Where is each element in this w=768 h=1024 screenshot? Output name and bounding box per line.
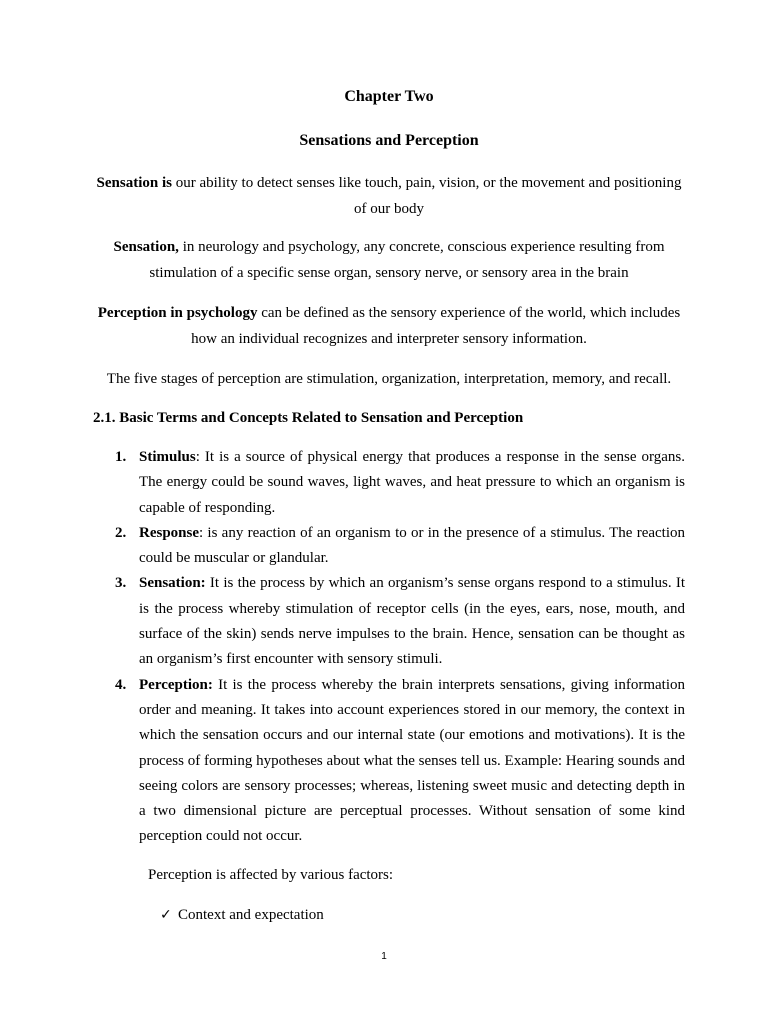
term-number: 2. xyxy=(115,524,127,541)
term-body xyxy=(139,571,685,672)
term-label: Perception: xyxy=(139,676,213,693)
sensation-definition-2-lead: Sensation, xyxy=(113,239,179,255)
term-item-sensation xyxy=(0,571,768,672)
term-item-stimulus xyxy=(0,445,768,521)
term-body xyxy=(139,673,685,850)
page-number: 1 xyxy=(381,951,387,962)
subsection-title: 2.1. Basic Terms and Concepts Related to Sensation and Perception xyxy=(93,410,524,426)
term-label: Response xyxy=(139,524,200,541)
term-body xyxy=(139,521,685,572)
term-description: It is the process whereby the brain interprets sensations, giving information order and meaning. It takes into account experiences stored in our memory, the context in which the sensation occurs and our internal state (our emotions and motivations). It is the process of forming hypotheses about what the senses tell us. Example: Hearing sounds and seeing colors are sensory processes; whereas, listening sweet music and detecting depth in a two dimensional picture are perceptual processes. Without sensation of some kind perception could not occur. xyxy=(139,676,685,845)
perception-stages: The five stages of perception are stimulation, organization, interpretation, memory, and recall. xyxy=(106,371,672,387)
sensation-definition-1-text: our ability to detect senses like touch, pain, vision, or the movement and positioning of our body xyxy=(171,175,682,217)
perception-definition-lead: Perception in psychology xyxy=(97,305,258,321)
sensation-definition-2-text: in neurology and psychology, any concrete, conscious experience resulting from stimulation of a specific sense organ, sensory nerve, or sensory area in the brain xyxy=(149,239,665,281)
sensation-definition-2 xyxy=(92,235,686,286)
sensation-definition-1-lead: Sensation is xyxy=(96,175,172,191)
term-label: Stimulus xyxy=(139,449,196,465)
term-label: Sensation: xyxy=(139,575,206,592)
term-description: It is the process by which an organism’s sense organs respond to a stimulus. It is the process whereby stimulation of receptor cells (in the eyes, ears, nose, mouth, and surface of the skin) sends nerve impulses to the brain. Hence, sensation can be thought as an organism’s first encounter with sensory stimuli. xyxy=(139,575,685,668)
term-description: : It is a source of physical energy that produces a response in the sense organs. The energy could be sound waves, light waves, and heat pressure to which an organism is capable of responding. xyxy=(139,449,685,516)
term-body xyxy=(139,445,685,521)
term-number: 4. xyxy=(115,676,127,693)
term-item-response xyxy=(0,521,768,572)
sensation-definition-1 xyxy=(92,171,686,222)
factor-text: Context and expectation xyxy=(178,907,324,923)
check-icon: ✓ xyxy=(160,907,172,923)
term-number: 1. xyxy=(115,449,127,465)
chapter-title: Chapter Two xyxy=(344,88,434,105)
factor-item xyxy=(160,904,324,926)
term-description: : is any reaction of an organism to or in the presence of a stimulus. The reaction could be muscular or glandular. xyxy=(139,524,685,567)
perception-definition xyxy=(92,301,686,352)
section-title: Sensations and Perception xyxy=(299,132,479,149)
terms-list xyxy=(0,445,768,850)
term-item-perception xyxy=(0,673,768,850)
factors-intro: Perception is affected by various factors: xyxy=(148,867,394,883)
perception-definition-text: can be defined as the sensory experience of the world, which includes how an individual recognizes and interpreter sensory information. xyxy=(191,305,681,347)
term-number: 3. xyxy=(115,575,127,592)
